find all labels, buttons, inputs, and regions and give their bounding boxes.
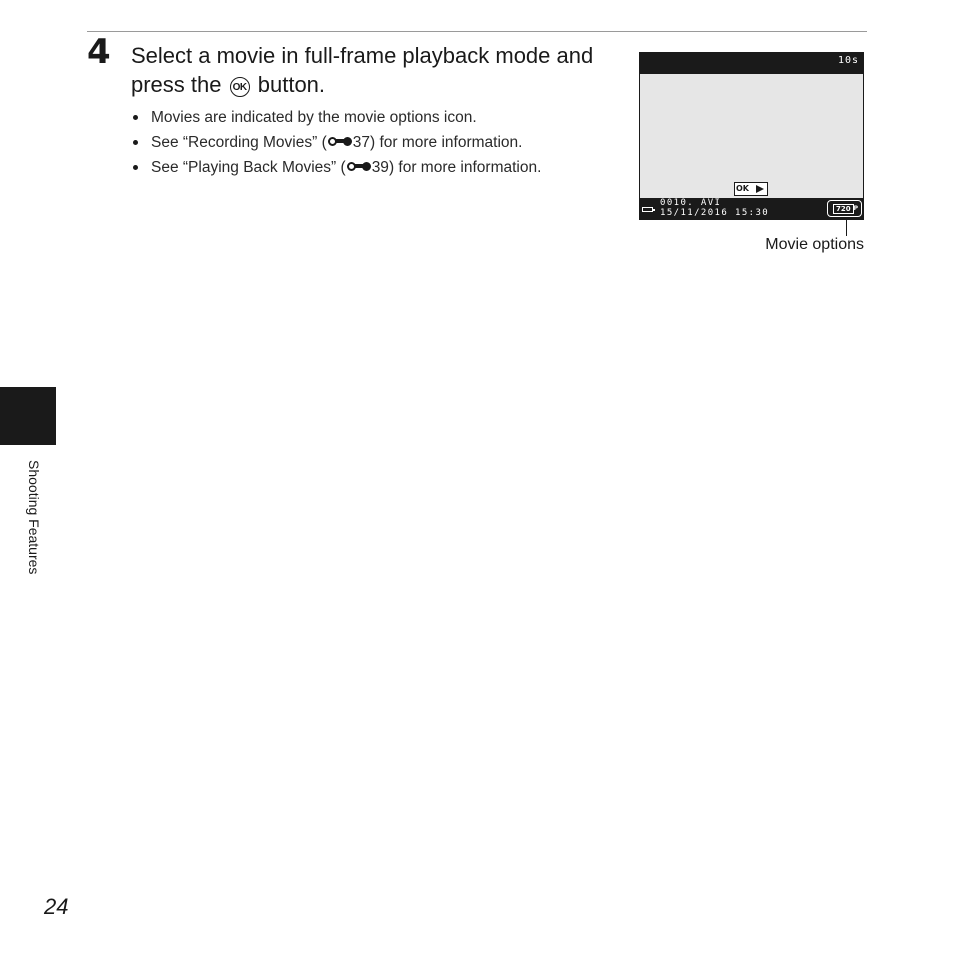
bullet-item [131, 130, 621, 155]
section-label: Shooting Features [26, 460, 42, 575]
bullet-text-before: See “Recording Movies” ( [151, 134, 327, 151]
binocular-reference-icon [347, 161, 371, 173]
movie-options-icon [827, 200, 862, 217]
screen-top-bar [640, 53, 863, 74]
movie-option-value: 720 [833, 204, 854, 214]
reference-page-link[interactable]: 37 [352, 134, 370, 151]
screen-bottom-bar [640, 198, 863, 219]
bullet-text-after: ) for more information. [369, 134, 523, 151]
step-title [131, 41, 611, 99]
bullet-item [131, 155, 621, 180]
bullet-text-after: ) for more information. [388, 159, 542, 176]
play-icon [756, 185, 764, 193]
page-number: 24 [44, 894, 69, 919]
bullet-text-before: See “Playing Back Movies” ( [151, 159, 346, 176]
camera-playback-screen [639, 52, 864, 220]
bullet-item [131, 105, 621, 130]
callout-label: Movie options [765, 236, 864, 253]
movie-duration: 10s [837, 55, 859, 66]
recording-date-time: 15/11/2016 15:30 [660, 208, 770, 218]
step-number: 4 [87, 32, 111, 72]
step-title-text-2: button. [257, 72, 326, 97]
binocular-reference-icon [328, 136, 352, 148]
ok-button-icon: OK [230, 77, 250, 97]
bullet-list [131, 105, 621, 180]
ok-guide-label: OK [736, 184, 749, 193]
section-tab [0, 387, 56, 445]
reference-page-link[interactable]: 39 [371, 159, 389, 176]
bullet-text: Movies are indicated by the movie options icon. [151, 109, 477, 126]
movie-option-suffix: P [853, 205, 858, 212]
file-name: 0010. AVI [660, 198, 722, 208]
step-title-text-1: Select a movie in full-frame playback mode and press the [131, 43, 594, 97]
battery-icon [642, 207, 653, 212]
ok-play-guide [734, 182, 768, 196]
top-rule [87, 31, 867, 32]
